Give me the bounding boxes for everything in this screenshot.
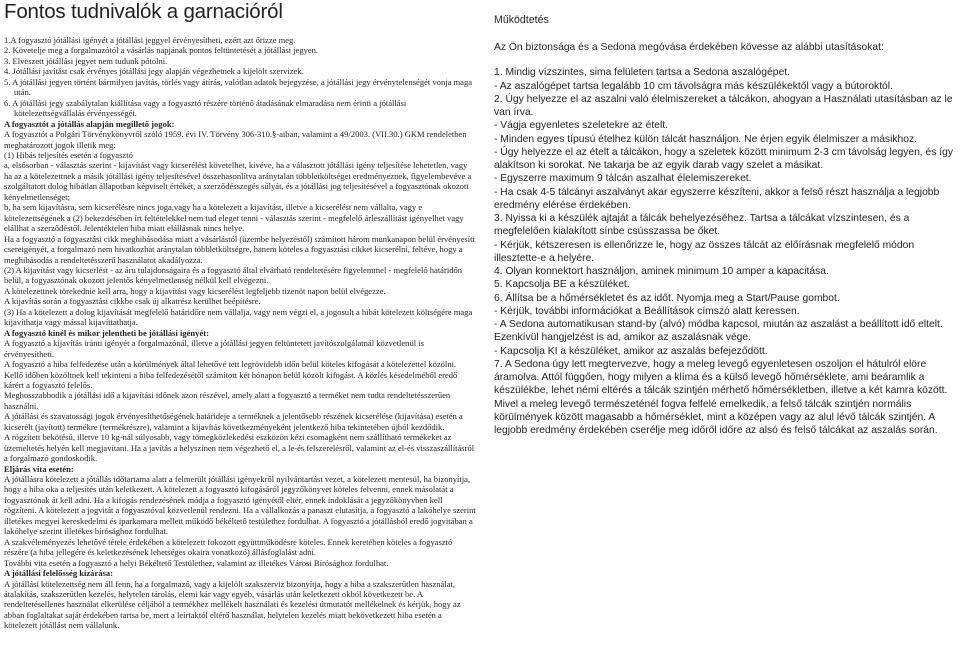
section-title: Működtetés: [494, 14, 549, 26]
section-paragraph: A kötelezettnek törekednie kell arra, hogy a kijavítást vagy kicserélést legfeljebb tizenöt napon belül elvégezze.: [4, 285, 386, 296]
section-paragraph: A szakvéleményezés lehetővé tétele érdekében a kötelezett fokozott együttműködésre köteles. Ennek keretében köteles a fogyasztó részére (a hiba jellegére és keletkezésének lehetséges okaira vonatkozó) állásfoglalást adni.: [4, 536, 453, 558]
intro-item: 6. A jótállási jegy szabálytalan kiállítása vagy a fogyasztó részére történő átadásának elmaradása nem érinti a jótállási kötelezettségvállalás érvényességét.: [4, 97, 407, 119]
intro-item: 1.A fogyasztó jótállási igényét a jótállási jeggyel érvényesítheti, ezért azt őrizze meg.: [4, 35, 296, 45]
instruction-step: - Ha csak 4-5 tálcányi aszalványt akar egyszerre készíteni, akkor a felső részt használja a legjobb eredmény elérése érdekében.: [494, 186, 940, 211]
section-heading: A fogyasztót a jótállás alapján megillető jogok:: [4, 118, 175, 129]
section-paragraph: A fogyasztó a hiba felfedezése után a körülmények által lehetővé tett legrövidebb időn belül köteles kifogását a kötelezettel közölni. Kellő időben közöltnek kell tekinteni a hiba felfedezésétől számított két hónapon belül közölt kifogást. A közlés késedelméből eredő kárért a fogyasztó felelős.: [4, 359, 458, 390]
operation-column: [494, 14, 954, 437]
intro-item: 2. Követelje meg a forgalmazótól a vásárlás napjának pontos feltüntetését a jótállási jegyen.: [4, 45, 319, 56]
intro-item: 3. Elveszett jótállási jegyet nem tudunk pótolni.: [4, 55, 168, 66]
section-paragraph: A jótállásra kötelezett a jótállás időtartama alatt a felmerült jótállási igényekről nyilvántartást vezet, a kötelezett mentesül, ha bizonyítja, hogy a hiba oka a teljesítés után keletkezett. A kötelezett a fogyasztó kifogásáról jegyzőkönyvet köteles felvenni, ennek másolatát a fogyasztónak át kell adni. Ha a kifogás rendezésének módja a fogyasztó igényétől eltér, ennek indoklását a jegyzőkönyvben kell rögzíteni. A kötelezett a jogvitát a fogyasztóval közvetlenül rendezni. Ha a vállalkozás a panaszt elutasítja, a fogyasztó a lakóhelye szerint illetékes megyei kereskedelmi és iparkamara mellett működő békéltető testülethez fordulhat. A fogyasztó a jótállásból eredő jogvitában a lakóhelye szerint illetékes bírósághoz fordulhat.: [4, 474, 476, 537]
section-paragraph: A rögzített bekötésű, illetve 10 kg-nál súlyosabb, vagy tömegközlekedési eszközön kézi csomagként nem szállítható termékeket az üzemeltetés helyén kell megjavítani. Ha a javítás a helyszínen nem végezhető el, a le-és felszerelésről, valamint az el-és visszaszállításról a forgalmazó gondoskodik.: [4, 432, 475, 464]
warranty-column: [4, 0, 476, 631]
instruction-step: - Vágja egyenletes szeletekre az ételt.: [494, 120, 669, 132]
intro-item: 4. Jótállási javítást csak érvényes jótállási jegy alapján végezhetnek a kijelölt szervizek.: [4, 66, 304, 77]
section-paragraph: (3) Ha a kötelezett a dolog kijavítását megfelelő határidőre nem vállalja, vagy nem végzi el, a jogosult a hibát kötelezett költségére maga kijavíthatja vagy mással kijavíttathatja.: [4, 306, 473, 328]
section-paragraph: a, elsősorban - választás szerint - kijavítást vagy kicserélést követelhet, kivéve, ha a választott jótállási igény teljesítése lehetetlen, vagy ha az a kötelezettnek a másik jótállási igény teljesítésével összehasonlítva aránytalan többletköltséget eredményeznek, figyelembevéve a szolgáltatott dolog hibátlan állapotban képviselt értékét, a szerződésszegés súlyát, és a jótállási jog teljesítésével a fogyasztónak okozott kényelmetlenséget;: [4, 160, 472, 202]
instruction-step: 7. A Sedona úgy lett megtervezve, hogy a meleg levegő egyenletesen oszoljon el hátulról elöre áramolva. Attól függően, hogy milyen a klíma és a külső levegő hőmérséklete, ami beáramlik a készülékbe, lehet némi eltérés a tálcák szintjén mérhető hőmérsékletben, illetve a két kamra között. Mivel a meleg levegő természeténél fogva felfelé emelkedik, a felső tálcák szintjén normális körülmények között magasabb a hőmérséklet, mint a középen vagy az alul lévő tálcák szintjén. A legjobb eredmény érdekében cserélje meg időről időre az alsó és felső tálcákat az aszalás során.: [494, 358, 948, 436]
section-paragraph: A fogyasztót a Polgári Törvénykönyvről szóló 1959. évi IV. Törvény 306-310.§-aiban, valamint a 49/2003. (VII.30.) GKM rendeletben meghatározott jogok illetik meg:: [4, 129, 467, 150]
section-heading: A fogyasztó kinél és mikor jelentheti be jótállási igényét:: [4, 327, 209, 338]
instruction-step: 6. Állítsa be a hőmérsékletet és az időt. Nyomja meg a Start/Pause gombot.: [494, 292, 840, 304]
intro-list: [4, 35, 476, 119]
instruction-step: - Az aszalógépet tartsa legalább 10 cm távolságra más készülékektől vagy a bútoroktól.: [494, 80, 893, 92]
instruction-step: - A Sedona automatikusan stand-by (alvó) módba kapcsol, miután az aszalást a beállított idő eltelt. Ezenkívül hangjelzést is ad, amikor az aszalásnak vége.: [494, 319, 943, 344]
section-paragraph: (2) A kijavítást vagy kicserlést - az áru tulajdonságaira és a fogyasztó által elvárható rendeltetésére figyelemmel - megfelelő határidőn belül, a fogyasztónak okozott jelentős kényelmetlenség nélkül kell elvégezni.: [4, 264, 463, 286]
instruction-step: - Kérjük, további információkat a Beállítások címszó alatt keressen.: [494, 305, 800, 317]
instruction-step: - Kérjük, kétszeresen is ellenőrizze le, hogy az összes tálcát az előírásnak megfelelő módon illesztette-e a helyére.: [494, 239, 915, 264]
instruction-step: 3. Nyissa ki a készülék ajtaját a tálcák behelyezéséhez. Tartsa a tálcákat vízszintesen, és a megfelelően kialakított sínbe csússzassa be őket.: [494, 213, 910, 238]
section-heading: Eljárás vita esetén:: [4, 463, 74, 474]
spacer: [494, 27, 954, 41]
instruction-step: - Egyszerre maximum 9 tálcán aszalhat élelemiszereket.: [494, 173, 752, 185]
instruction-steps: [494, 66, 954, 437]
section-paragraph: (1) Hibás teljesítés esetén a fogyasztó: [4, 149, 133, 160]
section-paragraph: A kijavítás során a fogyasztási cikkbe csak új alkatrész kerülhet beépítésre.: [4, 296, 261, 307]
spacer: [4, 24, 476, 35]
instruction-step: - Úgy helyezze el az ételt a tálcákon, hogy a szeletek között minimum 2-3 cm távolság legyen, és így alakítson ki sorokat. Ne takarja be az egyik darab vagy szelet a másikat.: [494, 146, 954, 171]
page-title: Fontos tudnivalók a garnacióról: [4, 0, 283, 23]
section-paragraph: Meghosszabbodik a jótállási idő a kijavítási időnek azon részével, amely alatt a fogyasztó a terméket nem tudta rendeltetésszerűen használni.: [4, 390, 451, 411]
section-paragraph: A jótállási kötelezettség nem áll fenn, ha a forgalmazó, vagy a kijelölt szakszerviz bizonyítja, hogy a hiba a szakszerűtlen használat, átalakítás, szakszerűtlen kezelés, helytelen tárolás, elemi kár vagy egyéb, vásárlás után keletkezett okból következett be. A rendeltetésellenes használat elkerülése céljából a termékhez mellékelt használati és kezelési útmutatót mellékelnek és kérjük, hogy az abban foglaltakat saját érdekében tartsa be, mert a leírtaktól eltérő használat, helytelen kezelés miatt bekövetkezett hiba esetén a kötelezett jótállást nem vállalunk.: [4, 578, 461, 631]
intro-item: 5. A jótállási jegyen történt bármilyen javítás, törlés vagy átírás, valótlan adatok bejegyzése, a jótállási jegy érvénytelenségét vonja maga után.: [4, 76, 473, 98]
instruction-step: 4. Olyan konnektort használjon, aminek minimum 10 amper a kapacitása.: [494, 266, 829, 277]
section-paragraph: b, ha sem kijavításra, sem kicserélésre nincs joga,vagy ha a kötelezett a kijavítást, illetve a kicserélést nem vállalta, vagy e kötelezettségének a (2) bekezdésében írt feltételekkel nem tud eleget tenni - választás szerint - megfelelő árleszállítást igényelhet vagy elállhat a szerződéstől. Jelentéktelen hiba miatt elállásnak nincs helye.: [4, 202, 464, 234]
instruction-step: 2. Úgy helyezze el az aszalni való élelmiszereket a tálcákon, ahogyan a Használati utasításban az le van írva.: [494, 93, 953, 118]
instruction-step: - Minden egyes típusú ételhez külön tálcát használjon. Ne érjen egyik élelmiszer a másikhoz.: [494, 133, 917, 145]
section-paragraph: A jótállási és szavatossági jogok érvényesíthetőségének határideje a terméknek a jelentősebb részének kicserélése (kijavítása) esetén a kicserélt (javított) termékre (termékrészre), valamint a kijavítás következményeként jelentkező hiba tekintetében újból kezdődik.: [4, 411, 463, 432]
section-heading: A jótállási felelősség kizárása:: [4, 568, 113, 579]
instruction-step: 1. Mindig vízszintes, sima felületen tartsa a Sedona aszalógépet.: [494, 67, 790, 79]
section-paragraph: További vita esetén a fogyasztó a helyi Békéltető Testülethez, valamint az illetékes Városi Bírósághoz fordulhat.: [4, 557, 389, 568]
instructions-heading: Az Ön biztonsága és a Sedona megóvása érdekében kövesse az alábbi utasításokat:: [494, 42, 884, 53]
section-paragraph: A fogyasztó a kijavítás iránti igényét a forgalmazónál, illetve a jótállási jegyen feltüntetett javítószolgálatnál közvetlenül is érvényesítheti.: [4, 338, 424, 359]
section-paragraph: Ha a fogyasztó a fogyasztási cikk meghibásodása miatt a vásárlástól (üzembe helyezéstől) számított három munkanapon belül érvényesíti csereigényét, a forgalmazó nem hivatkozhat aránytalan többletköltségre, hanem köteles a fogyasztási cikket kicserélni, feltéve, hogy a meghibásodás a rendeltetésszerű használatot akadályozza.: [4, 233, 475, 265]
instruction-step: - Kapcsolja KI a készüléket, amikor az aszalás befejeződött.: [494, 345, 768, 357]
warranty-sections: [4, 119, 476, 631]
spacer: [494, 54, 954, 66]
instruction-step: 5. Kapcsolja BE a készüléket.: [494, 279, 630, 291]
